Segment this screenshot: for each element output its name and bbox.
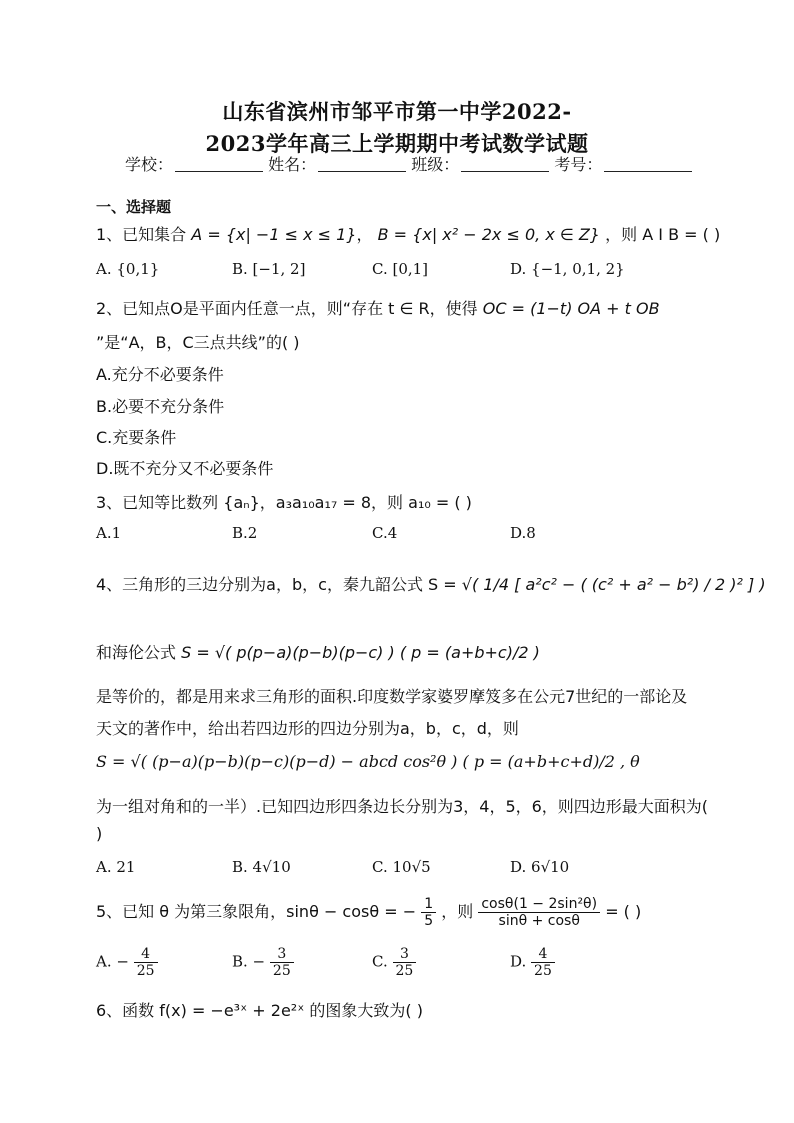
q4-heron: [96, 640, 540, 663]
q5-frac-denominator: 5: [424, 913, 434, 929]
q3-option-a[interactable]: A.1: [96, 524, 122, 542]
q4-line3: 是等价的，都是用来求三角形的面积.印度数学家婆罗摩笈多在公元7世纪的一部论及: [96, 687, 688, 706]
q4-heron-formula: S = √( p(p−a)(p−b)(p−c) ) ( p = (a+b+c)/2 ): [181, 643, 540, 662]
q1-set-b: B = {x| x² − 2x ≤ 0, x ∈ Z}: [377, 225, 601, 244]
question-2: [96, 296, 660, 319]
q2-option-b[interactable]: B.必要不充分条件: [96, 397, 225, 416]
q5-big-denominator: sinθ + cosθ: [498, 913, 580, 929]
question-5: [96, 896, 641, 929]
q2-line2: ”是“A，B，C三点共线”的( ): [96, 333, 300, 352]
q5-d-label: D.: [510, 952, 527, 971]
q5-suffix: = ( ): [605, 902, 642, 921]
q5-a-den: 25: [136, 963, 155, 979]
school-blank[interactable]: [175, 157, 263, 172]
q5-option-c[interactable]: [372, 946, 416, 979]
q5-a-fraction: [134, 946, 158, 979]
q5-b-label: B. −: [232, 952, 266, 971]
q1-sep: ，: [356, 225, 373, 244]
q5-c-num: 3: [393, 946, 417, 963]
question-6: 6、函数 f(x) = −e³ˣ + 2e²ˣ 的图象大致为( ): [96, 1001, 423, 1020]
q4-option-d[interactable]: D. 6√10: [510, 858, 570, 876]
q5-a-num: 4: [134, 946, 158, 963]
exam-title-line1: 山东省滨州市邹平市第一中学2022-: [222, 99, 572, 124]
class-blank[interactable]: [461, 157, 549, 172]
q4-heron-prefix: 和海伦公式: [96, 643, 177, 662]
q1-prefix: 1、已知集合: [96, 225, 187, 244]
name-blank[interactable]: [318, 157, 406, 172]
question-4: [96, 572, 766, 595]
q2-option-a[interactable]: A.充分不必要条件: [96, 365, 224, 384]
q4-line6: ): [96, 824, 103, 843]
q5-b-fraction: [270, 946, 294, 979]
q5-d-num: 4: [531, 946, 555, 963]
q4-option-c[interactable]: C. 10√5: [372, 858, 431, 876]
question-1: [96, 222, 720, 245]
section-heading: 一、选择题: [96, 198, 172, 216]
q5-fraction: [421, 896, 436, 929]
q5-prefix: 5、已知 θ 为第三象限角，sinθ − cosθ = −: [96, 902, 417, 921]
q5-option-a[interactable]: [96, 946, 158, 979]
q4-line1: 4、三角形的三边分别为a，b，c，秦九韶公式 S =: [96, 575, 457, 594]
q2-vector-formula: OC = (1−t) OA + t OB: [482, 299, 660, 318]
q4-line4: 天文的著作中，给出若四边形的四边分别为a，b，c，d，则: [96, 719, 519, 738]
q5-b-den: 25: [272, 963, 291, 979]
q5-option-d[interactable]: [510, 946, 555, 979]
q5-big-numerator: cosθ(1 − 2sin²θ): [478, 896, 600, 913]
q4-option-a[interactable]: A. 21: [96, 858, 136, 876]
q4-option-b[interactable]: B. 4√10: [232, 858, 291, 876]
q3-option-b[interactable]: B.2: [232, 524, 258, 542]
q2-line1: 2、已知点O是平面内任意一点，则“存在 t ∈ R，使得: [96, 299, 478, 318]
q1-option-b[interactable]: B. [−1, 2]: [232, 260, 306, 278]
class-label: 班级：: [411, 155, 460, 174]
q5-big-fraction: [478, 896, 600, 929]
q2-option-c[interactable]: C.充要条件: [96, 428, 177, 447]
q5-b-num: 3: [270, 946, 294, 963]
q5-option-b[interactable]: [232, 946, 294, 979]
q4-qin-formula: √( 1/4 [ a²c² − ( (c² + a² − b²) / 2 )² ] ): [461, 575, 766, 594]
q5-frac-numerator: 1: [421, 896, 436, 913]
q5-a-label: A. −: [96, 952, 129, 971]
q1-option-d[interactable]: D. {−1, 0,1, 2}: [510, 260, 625, 278]
q1-option-a[interactable]: A. {0,1}: [96, 260, 160, 278]
q1-suffix: ，则 A I B = ( ): [605, 225, 721, 244]
student-info-row: [125, 152, 692, 175]
q5-c-fraction: [393, 946, 417, 979]
exam-number-label: 考号：: [554, 155, 603, 174]
q1-set-a: A = {x| −1 ≤ x ≤ 1}: [191, 225, 357, 244]
q4-formula3-text: S = √( (p−a)(p−b)(p−c)(p−d) − abcd cos²θ ) ( p = (a+b+c+d)/2 , θ: [96, 752, 640, 771]
q3-option-d[interactable]: D.8: [510, 524, 536, 542]
question-3: 3、已知等比数列 {aₙ}，a₃a₁₀a₁₇ = 8，则 a₁₀ = ( ): [96, 493, 472, 512]
q2-option-d[interactable]: D.既不充分又不必要条件: [96, 459, 274, 478]
q5-c-label: C.: [372, 952, 388, 971]
q1-option-c[interactable]: C. [0,1]: [372, 260, 429, 278]
exam-title-line2: 2023学年高三上学期期中考试数学试题: [205, 131, 589, 156]
q4-line5: 为一组对角和的一半）.已知四边形四条边长分别为3，4，5，6，则四边形最大面积为(: [96, 797, 709, 816]
q5-c-den: 25: [395, 963, 414, 979]
q5-d-den: 25: [534, 963, 552, 979]
exam-number-blank[interactable]: [604, 157, 692, 172]
q5-d-fraction: [531, 946, 555, 979]
name-label: 姓名：: [268, 155, 317, 174]
school-label: 学校：: [125, 155, 174, 174]
q5-mid: ，则: [441, 902, 474, 921]
q4-brahmagupta-formula: [96, 752, 640, 771]
q3-option-c[interactable]: C.4: [372, 524, 398, 542]
